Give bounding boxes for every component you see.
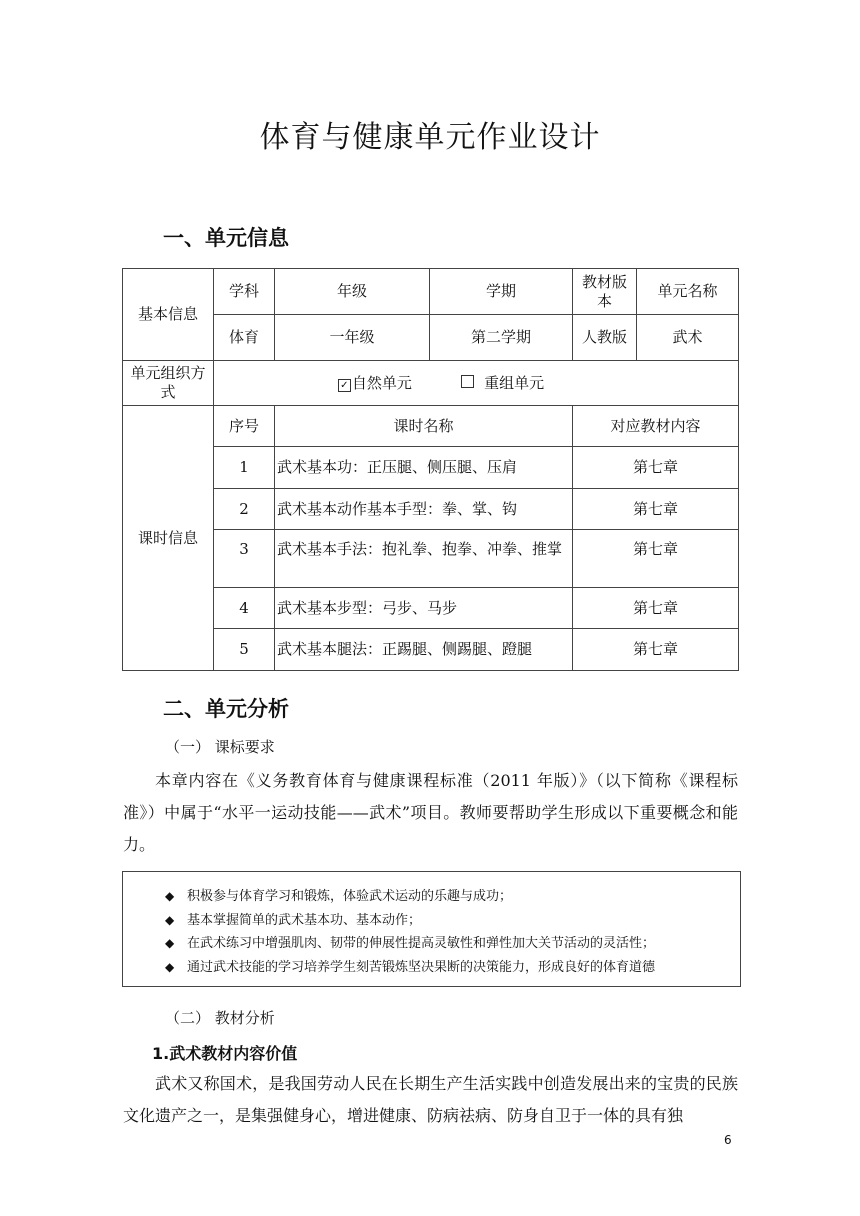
subheading-curriculum: （一） 课标要求 — [165, 738, 275, 756]
lesson-name: 武术基本手法：抱礼拳、抱拳、冲拳、推掌 — [275, 530, 573, 588]
header-term: 学期 — [430, 269, 573, 315]
lesson-content: 第七章 — [573, 629, 739, 671]
lesson-name: 武术基本功：正压腿、侧压腿、压肩 — [275, 447, 573, 489]
document-title: 体育与健康单元作业设计 — [259, 120, 601, 155]
page-number: 6 — [724, 1133, 732, 1147]
list-item: ◆ 积极参与体育学习和锻炼，体验武术运动的乐趣与成功； — [165, 885, 740, 909]
diamond-bullet-icon: ◆ — [165, 936, 175, 950]
diamond-bullet-icon: ◆ — [165, 889, 175, 903]
value-edition: 人教版 — [573, 315, 637, 361]
lesson-info-label: 课时信息 — [123, 406, 214, 671]
subheading-material-analysis: （二） 教材分析 — [165, 1009, 275, 1027]
objectives-box — [122, 871, 741, 987]
org-options — [214, 361, 739, 406]
lesson-no: 3 — [214, 530, 275, 588]
lesson-header-name: 课时名称 — [275, 406, 573, 447]
lesson-content: 第七章 — [573, 530, 739, 588]
lesson-name: 武术基本腿法：正踢腿、侧踢腿、蹬腿 — [275, 629, 573, 671]
paragraph-material: 武术又称国术，是我国劳动人民在长期生产生活实践中创造发展出来的宝贵的民族文化遗产之一，是集强健身心，增进健康、防病祛病、防身自卫于一体的具有独 — [123, 1074, 738, 1125]
lesson-no: 2 — [214, 489, 275, 530]
section-heading-unit-analysis: 二、单元分析 — [163, 697, 289, 721]
org-option-natural[interactable]: ✓ 自然单元 — [338, 374, 412, 392]
lesson-header-no: 序号 — [214, 406, 275, 447]
lesson-content: 第七章 — [573, 489, 739, 530]
org-label: 单元组织方式 — [123, 361, 214, 406]
value-term: 第二学期 — [430, 315, 573, 361]
basic-info-label: 基本信息 — [123, 269, 214, 361]
lesson-name: 武术基本步型：弓步、马步 — [275, 588, 573, 629]
diamond-bullet-icon: ◆ — [165, 959, 175, 974]
header-subject: 学科 — [214, 269, 275, 315]
lesson-header-content: 对应教材内容 — [573, 406, 739, 447]
header-grade: 年级 — [275, 269, 430, 315]
lesson-no: 5 — [214, 629, 275, 671]
list-item: ◆ 基本掌握简单的武术基本功、基本动作； — [165, 909, 740, 933]
list-item: ◆ 通过武术技能的学习培养学生刻苦锻炼坚决果断的决策能力，形成良好的体育道德 — [165, 956, 740, 980]
value-unit-name: 武术 — [637, 315, 739, 361]
lesson-content: 第七章 — [573, 447, 739, 489]
lesson-content: 第七章 — [573, 588, 739, 629]
org-option-regroup[interactable]: 重组单元 — [461, 374, 545, 392]
diamond-bullet-icon: ◆ — [165, 912, 175, 927]
value-subject: 体育 — [214, 315, 275, 361]
value-grade: 一年级 — [275, 315, 430, 361]
lesson-name: 武术基本动作基本手型：拳、掌、钩 — [275, 489, 573, 530]
unchecked-checkbox-icon[interactable] — [461, 375, 474, 388]
header-edition: 教材版本 — [573, 269, 637, 315]
checked-checkbox-icon[interactable]: ✓ — [338, 379, 351, 392]
unit-info-table — [122, 268, 739, 671]
subheading-material-value: 1.武术教材内容价值 — [152, 1044, 298, 1063]
lesson-no: 1 — [214, 447, 275, 489]
section-heading-unit-info: 一、单元信息 — [163, 226, 289, 250]
list-item: ◆ 在武术练习中增强肌肉、韧带的伸展性提高灵敏性和弹性加大关节活动的灵活性； — [165, 932, 740, 956]
lesson-no: 4 — [214, 588, 275, 629]
paragraph-curriculum: 本章内容在《义务教育体育与健康课程标准（2011 年版）》（以下简称《课程标准》）中属于“水平一运动技能——武术”项目。教师要帮助学生形成以下重要概念和能力。 — [123, 771, 738, 854]
header-unit-name: 单元名称 — [637, 269, 739, 315]
